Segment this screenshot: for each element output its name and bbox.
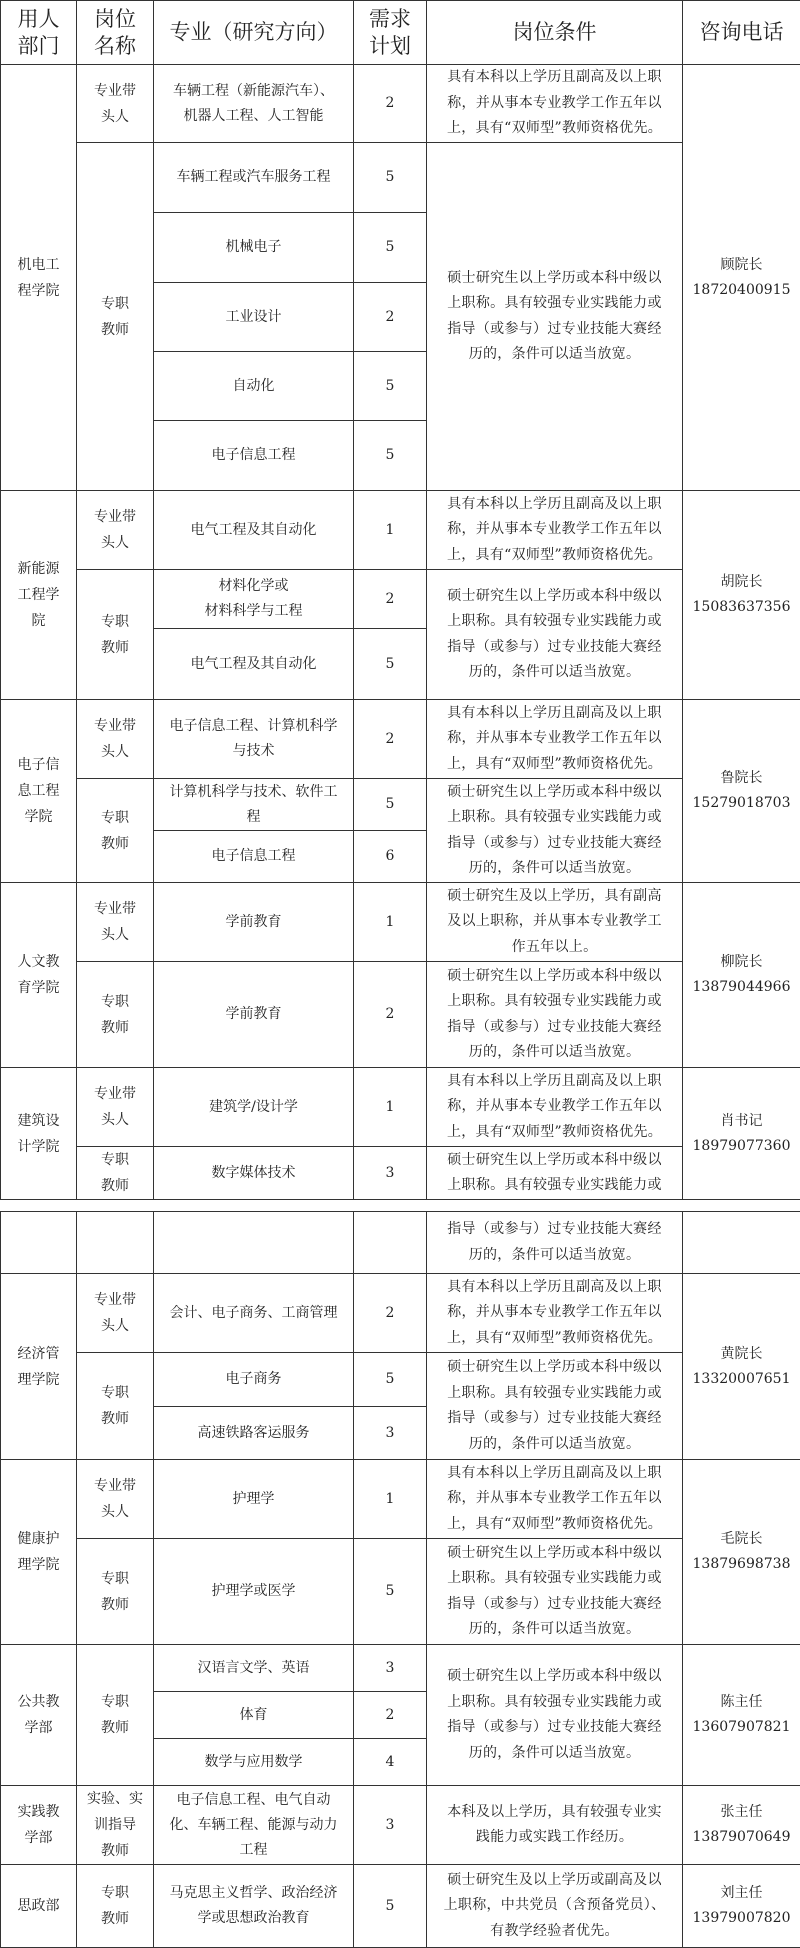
- plan-cell: 5: [354, 1865, 427, 1948]
- position-name: 专职 教师: [77, 1147, 154, 1200]
- conditions-cell: 硕士研究生以上学历或本科中级以 上职称。具有较强专业实践能力或 指导（或参与）过专业技能大赛经 历的，条件可以适当放宽。: [427, 1645, 683, 1786]
- conditions-cell: 具有本科以上学历且副高及以上职 称，并从事本专业教学工作五年以 上，具有“双师型”教师资格优先。: [427, 1274, 683, 1353]
- major-cell: 自动化: [154, 352, 354, 421]
- table-row: [1, 1353, 800, 1407]
- position-name: 专职 教师: [77, 779, 154, 883]
- conditions-cell: 本科及以上学历，具有较强专业实 践能力或实践工作经历。: [427, 1786, 683, 1865]
- plan-cell: 1: [354, 1460, 427, 1539]
- major-cell: 学前教育: [154, 962, 354, 1068]
- major-cell: 建筑学/设计学: [154, 1068, 354, 1147]
- plan-cell: 2: [354, 570, 427, 629]
- conditions-cell: 硕士研究生以上学历或本科中级以 上职称。具有较强专业实践能力或 指导（或参与）过专业技能大赛经 历的，条件可以适当放宽。: [427, 1353, 683, 1460]
- dept-name: 人文教 育学院: [1, 883, 77, 1068]
- plan-cell: 6: [354, 831, 427, 883]
- header-plan: 需求 计划: [354, 1, 427, 65]
- dept-name: 电子信 息工程 学院: [1, 700, 77, 883]
- major-cell: 学前教育: [154, 883, 354, 962]
- dept-name: 健康护 理学院: [1, 1460, 77, 1645]
- major-cell: 电子信息工程: [154, 421, 354, 491]
- contact-cell: 顾院长 18720400915: [683, 65, 800, 491]
- position-name: 专职 教师: [77, 962, 154, 1068]
- plan-cell: [354, 1212, 427, 1274]
- conditions-cell: 具有本科以上学历且副高及以上职 称，并从事本专业教学工作五年以 上，具有“双师型”教师资格优先。: [427, 491, 683, 570]
- conditions-cell: 硕士研究生以上学历或本科中级以 上职称。具有较强专业实践能力或 指导（或参与）过专业技能大赛经 历的，条件可以适当放宽。: [427, 143, 683, 491]
- plan-cell: 5: [354, 1539, 427, 1645]
- major-cell: 护理学: [154, 1460, 354, 1539]
- plan-cell: 1: [354, 491, 427, 570]
- major-cell: 电子信息工程、电气自动 化、车辆工程、能源与动力 工程: [154, 1786, 354, 1865]
- conditions-cell: 具有本科以上学历且副高及以上职 称，并从事本专业教学工作五年以 上，具有“双师型”教师资格优先。: [427, 65, 683, 143]
- header-major: 专业（研究方向）: [154, 1, 354, 65]
- contact-cell: 柳院长 13879044966: [683, 883, 800, 1068]
- table-row: [1, 1274, 800, 1353]
- table-row: [1, 1212, 800, 1274]
- plan-cell: 5: [354, 629, 427, 700]
- major-cell: 电子信息工程、计算机科学 与技术: [154, 700, 354, 779]
- plan-cell: 3: [354, 1147, 427, 1200]
- major-cell: 工业设计: [154, 283, 354, 352]
- table-row: [1, 491, 800, 570]
- conditions-cell: 硕士研究生以上学历或本科中级以 上职称。具有较强专业实践能力或 指导（或参与）过专业技能大赛经 历的，条件可以适当放宽。: [427, 570, 683, 700]
- major-cell: 护理学或医学: [154, 1539, 354, 1645]
- major-cell: 数字媒体技术: [154, 1147, 354, 1200]
- dept-name: [1, 1212, 77, 1274]
- dept-name: 实践教 学部: [1, 1786, 77, 1865]
- conditions-cell: 硕士研究生以上学历或本科中级以 上职称。具有较强专业实践能力或 指导（或参与）过专业技能大赛经 历的，条件可以适当放宽。: [427, 962, 683, 1068]
- header-conditions: 岗位条件: [427, 1, 683, 65]
- dept-name: 机电工 程学院: [1, 65, 77, 491]
- contact-cell: 鲁院长 15279018703: [683, 700, 800, 883]
- table-row: [1, 1068, 800, 1147]
- major-cell: 机械电子: [154, 213, 354, 283]
- position-name: 专业带 头人: [77, 1460, 154, 1539]
- position-name: 专职 教师: [77, 570, 154, 700]
- table-row: [1, 143, 800, 213]
- plan-cell: 4: [354, 1739, 427, 1786]
- contact-cell: 刘主任 13979007820: [683, 1865, 800, 1948]
- plan-cell: 1: [354, 1068, 427, 1147]
- plan-cell: 5: [354, 213, 427, 283]
- position-name: 专职 教师: [77, 1645, 154, 1786]
- plan-cell: 5: [354, 421, 427, 491]
- table-row: [1, 1147, 800, 1200]
- major-cell: 计算机科学与技术、软件工 程: [154, 779, 354, 831]
- contact-cell: 毛院长 13879698738: [683, 1460, 800, 1645]
- major-cell: 车辆工程或汽车服务工程: [154, 143, 354, 213]
- plan-cell: 2: [354, 962, 427, 1068]
- table-row: [1, 1786, 800, 1865]
- dept-name: 新能源 工程学 院: [1, 491, 77, 700]
- position-name: 专职 教师: [77, 1539, 154, 1645]
- major-cell: 电子信息工程: [154, 831, 354, 883]
- major-cell: 电气工程及其自动化: [154, 629, 354, 700]
- plan-cell: 5: [354, 352, 427, 421]
- conditions-cell: 硕士研究生以上学历或本科中级以 上职称。具有较强专业实践能力或: [427, 1147, 683, 1200]
- plan-cell: 3: [354, 1786, 427, 1865]
- position-name: 专职 教师: [77, 1353, 154, 1460]
- major-cell: 汉语言文学、英语: [154, 1645, 354, 1692]
- conditions-cell: 具有本科以上学历且副高及以上职 称，并从事本专业教学工作五年以 上，具有“双师型”教师资格优先。: [427, 1460, 683, 1539]
- table-row: [1, 1865, 800, 1948]
- major-cell: 电子商务: [154, 1353, 354, 1407]
- table-row: [1, 1460, 800, 1539]
- plan-cell: 2: [354, 1692, 427, 1739]
- plan-cell: 5: [354, 1353, 427, 1407]
- conditions-cell: 硕士研究生以上学历或本科中级以 上职称。具有较强专业实践能力或 指导（或参与）过专业技能大赛经 历的，条件可以适当放宽。: [427, 1539, 683, 1645]
- conditions-cell: 硕士研究生以上学历或本科中级以 上职称。具有较强专业实践能力或 指导（或参与）过专业技能大赛经 历的，条件可以适当放宽。: [427, 779, 683, 883]
- major-cell: 车辆工程（新能源汽车）、 机器人工程、人工智能: [154, 65, 354, 143]
- table-row: [1, 700, 800, 779]
- position-name: 专职 教师: [77, 143, 154, 491]
- position-name: 专业带 头人: [77, 700, 154, 779]
- conditions-cell: 具有本科以上学历且副高及以上职 称，并从事本专业教学工作五年以 上，具有“双师型”教师资格优先。: [427, 1068, 683, 1147]
- dept-name: 经济管 理学院: [1, 1274, 77, 1460]
- plan-cell: 2: [354, 700, 427, 779]
- plan-cell: 5: [354, 143, 427, 213]
- conditions-cell: 硕士研究生及以上学历或副高及以 上职称，中共党员（含预备党员）、 有教学经验者优先。: [427, 1865, 683, 1948]
- position-name: 专业带 头人: [77, 491, 154, 570]
- conditions-cell: 硕士研究生及以上学历，具有副高 及以上职称，并从事本专业教学工 作五年以上。: [427, 883, 683, 962]
- position-name: 专职 教师: [77, 1865, 154, 1948]
- dept-name: 建筑设 计学院: [1, 1068, 77, 1200]
- plan-cell: 2: [354, 283, 427, 352]
- header-phone: 咨询电话: [683, 1, 800, 65]
- major-cell: 电气工程及其自动化: [154, 491, 354, 570]
- table-row: [1, 1645, 800, 1692]
- position-name: 专业带 头人: [77, 883, 154, 962]
- position-name: 专业带 头人: [77, 65, 154, 143]
- major-cell: 高速铁路客运服务: [154, 1407, 354, 1460]
- plan-cell: 1: [354, 883, 427, 962]
- header-dept: 用人 部门: [1, 1, 77, 65]
- major-cell: 马克思主义哲学、政治经济 学或思想政治教育: [154, 1865, 354, 1948]
- recruitment-table-part2: [0, 1211, 800, 1948]
- table-row: [1, 570, 800, 629]
- plan-cell: 2: [354, 1274, 427, 1353]
- contact-cell: 肖书记 18979077360: [683, 1068, 800, 1200]
- plan-cell: 2: [354, 65, 427, 143]
- position-name: 专业带 头人: [77, 1068, 154, 1147]
- position-name: 实验、实 训指导 教师: [77, 1786, 154, 1865]
- major-cell: 体育: [154, 1692, 354, 1739]
- header-row: [1, 1, 800, 65]
- contact-cell: 陈主任 13607907821: [683, 1645, 800, 1786]
- table-row: [1, 1539, 800, 1645]
- position-name: 专业带 头人: [77, 1274, 154, 1353]
- plan-cell: 3: [354, 1407, 427, 1460]
- header-position: 岗位 名称: [77, 1, 154, 65]
- dept-name: 思政部: [1, 1865, 77, 1948]
- major-cell: [154, 1212, 354, 1274]
- contact-cell: 张主任 13879070649: [683, 1786, 800, 1865]
- table-row: [1, 65, 800, 143]
- major-cell: 数学与应用数学: [154, 1739, 354, 1786]
- position-name: [77, 1212, 154, 1274]
- plan-cell: 3: [354, 1645, 427, 1692]
- table-row: [1, 883, 800, 962]
- dept-name: 公共教 学部: [1, 1645, 77, 1786]
- contact-cell: 胡院长 15083637356: [683, 491, 800, 700]
- major-cell: 会计、电子商务、工商管理: [154, 1274, 354, 1353]
- major-cell: 材料化学或 材料科学与工程: [154, 570, 354, 629]
- conditions-cell: 具有本科以上学历且副高及以上职 称，并从事本专业教学工作五年以 上，具有“双师型”教师资格优先。: [427, 700, 683, 779]
- contact-cell: [683, 1212, 800, 1274]
- conditions-cell: 指导（或参与）过专业技能大赛经 历的，条件可以适当放宽。: [427, 1212, 683, 1274]
- contact-cell: 黄院长 13320007651: [683, 1274, 800, 1460]
- table-row: [1, 779, 800, 831]
- plan-cell: 5: [354, 779, 427, 831]
- table-row: [1, 962, 800, 1068]
